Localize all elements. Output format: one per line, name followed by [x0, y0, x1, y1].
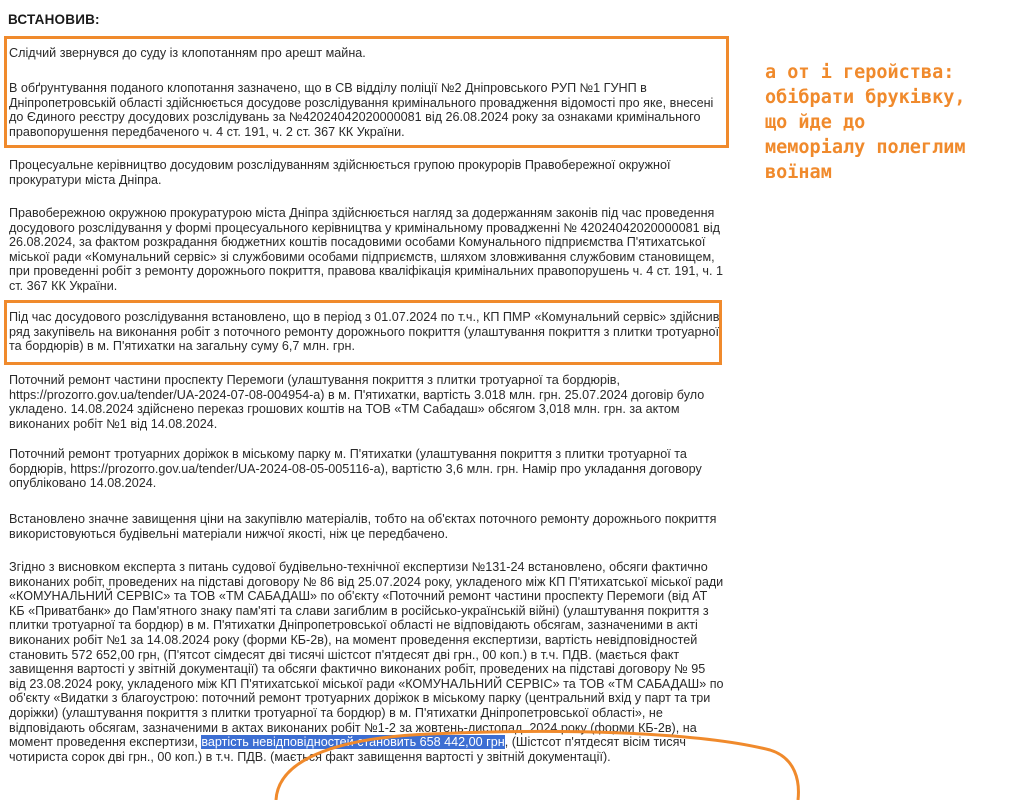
expert-text-after: , (Шістсот п'ятдесят вісім тисяч чотириста сорок дві грн., 00 коп.) в т.ч. ПДВ. (мається факт завищення вартості у звітній документації).	[9, 735, 686, 764]
annotation-comment: а от і геройства: обібрати бруківку, що йде до меморіалу полеглим воїнам	[765, 62, 966, 183]
paragraph-prosecutors: Процесуальне керівництво досудовим розслідуванням здійснюється групою прокурорів Правобережної окружної прокуратури міста Дніпра.	[9, 158, 671, 187]
paragraph-expert-conclusion	[9, 560, 724, 764]
paragraph-investigation: В обґрунтування поданого клопотання зазначено, що в СВ відділу поліції №2 Дніпровського РУП №1 ГУНП в Дніпропетровській області здійснюється досудове розслідування кримінального провадження відомості про яке, внесені до Єдиного реєстру досудових розслідувань за №42024042020000081 від 26.08.2024 року за ознаками кримінального правопорушення передбаченого ч. 4 ст. 191, ч. 2 ст. 367 КК України.	[9, 81, 714, 139]
highlighted-discrepancy-amount: вартість невідповідностей становить 658 442,00 грн	[201, 735, 505, 750]
paragraph-park-repair: Поточний ремонт тротуарних доріжок в міському парку м. П'ятихатки (улаштування покриття з плитки тротуарної та бордюрів, https://prozorro.gov.ua/tender/UA-2024-08-05-005116-a), вартістю 3,6 млн. грн. Намір про укладання договору опубліковано 14.08.2024.	[9, 447, 702, 491]
paragraph-procurements: Під час досудового розслідування встановлено, що в період з 01.07.2024 по т.ч., КП ПМР «Комунальний сервіс» здійснив ряд закупівель на виконання робіт з поточного ремонту дорожнього покриття (улаштування покриття з плитки тротуарної та бордюрів) в м. П'ятихатки на загальну суму 6,7 млн. грн.	[9, 310, 720, 354]
paragraph-avenue-repair: Поточний ремонт частини проспекту Перемоги (улаштування покриття з плитки тротуарної та бордюрів, https://prozorro.gov.ua/tender/UA-2024-07-08-004954-a) в м. П'ятихатки, вартість 3.018 млн. грн. 25.07.2024 договір було укладено. 14.08.2024 здійснено переказ грошових коштів на ТОВ «ТМ Сабадаш» обсягом 3,018 млн. грн. за актом виконаних робіт №1 від 14.08.2024.	[9, 373, 705, 431]
paragraph-petition: Слідчий звернувся до суду із клопотанням про арешт майна.	[9, 46, 366, 60]
paragraph-oversight: Правобережною окружною прокуратурою міста Дніпра здійснюється нагляд за додержанням законів під час проведення досудового розслідування у формі процесуального керівництва у кримінальному провадженні № 42024042020000081 від 26.08.2024, за фактом розкрадання бюджетних коштів посадовими особами Комунального підприємства П'ятихатської міської ради «Комунальний сервіс» зі службовими особами підприємств, шляхом зловживання службовим становищем, при проведенні робіт з ремонту дорожнього покриття, правова кваліфікація кримінальних правопорушень ч. 4 ст. 191, ч. 1 ст. 367 КК України.	[9, 206, 723, 293]
expert-text-before: Згідно з висновком експерта з питань судової будівельно-технічної експертизи №131-24 встановлено, обсяги фактично виконаних робіт, проведених на підставі договору № 86 від 25.07.2024 року, укладеного між КП П'ятихатської міської ради «КОМУНАЛЬНИЙ СЕРВІС» та ТОВ «ТМ САБАДАШ» по об'єкту «Поточний ремонт частини проспекту Перемоги (від АТ КБ «Приватбанк» до Пам'ятного знаку пам'яті та слави загиблим в російсько-українській війні) (улаштування покриття з плитки тротуарної та бордюр) в м. П'ятихатки Дніпропетровської області не відповідають обсягам, зазначеними в акті виконаних робіт №1 за 14.08.2024 року (форми КБ-2в), на момент проведення експертизи, вартість невідповідностей становить 572 652,00 грн, (П'ятсот сімдесят дві тисячі шістсот п'ятдесят дві грн., 00 коп.) в т.ч. ПДВ. (мається факт завищення вартості у звітній документації) та обсяги фактично виконаних робіт, проведених на підставі договору № 95 від 23.08.2024 року, укладеного між КП П'ятихатської міської ради «КОМУНАЛЬНИЙ СЕРВІС» та ТОВ «ТМ САБАДАШ» по об'єкту «Видатки з благоустрою: поточний ремонт тротуарних доріжок в міському парку (центральний вхід у парт та три доріжки) (улаштування покриття з плитки тротуарної та бордюр) в м. П'ятихатки Дніпропетровської області», не відповідають обсягам, зазначеними в актах виконаних робіт №1-2 за жовтень-листопад. 2024 року (форми КБ-2в), на момент проведення експертизи,	[9, 560, 724, 750]
paragraph-overpricing: Встановлено значне завищення ціни на закупівлю матеріалів, тобто на об'єктах поточного ремонту дорожнього покриття використовуються будівельні матеріали нижчої якості, ніж це передбачено.	[9, 512, 717, 541]
section-heading: ВСТАНОВИВ:	[8, 12, 100, 27]
